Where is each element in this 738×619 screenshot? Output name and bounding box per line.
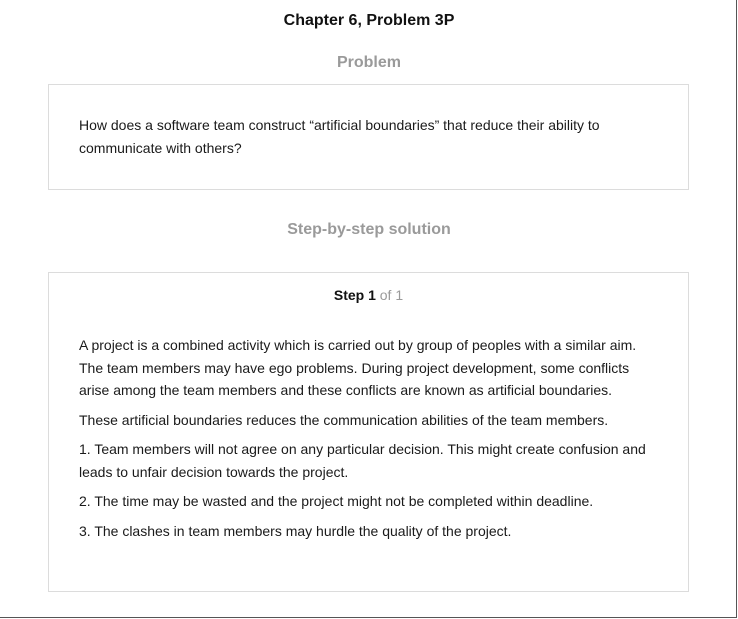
step-header: [79, 286, 658, 304]
problem-card: [48, 84, 689, 190]
problem-heading: Problem: [336, 54, 401, 71]
solution-heading: Step-by-step solution: [287, 221, 451, 238]
problem-text: How does a software team construct “artificial boundaries” that reduce their ability to communicate with others?: [79, 117, 600, 156]
step-label: Step 1: [333, 287, 376, 303]
solution-list-item: 1. Team members will not agree on any particular decision. This might create confusion and leads to unfair decision towards the project.: [79, 441, 646, 480]
solution-paragraph: These artificial boundaries reduces the communication abilities of the team members.: [79, 411, 609, 428]
solution-list-item: 3. The clashes in team members may hurdle the quality of the project.: [79, 522, 512, 539]
solution-card: [48, 272, 689, 592]
page-title: Chapter 6, Problem 3P: [283, 12, 455, 29]
solution-list-item: 2. The time may be wasted and the project might not be completed within deadline.: [79, 493, 594, 509]
step-count: of 1: [379, 287, 404, 303]
solution-paragraph: A project is a combined activity which is carried out by group of peoples with a similar aim. The team members may have ego problems. During project development, some conflicts arise among the team members and these conflicts are known as artificial boundaries.: [79, 337, 637, 398]
